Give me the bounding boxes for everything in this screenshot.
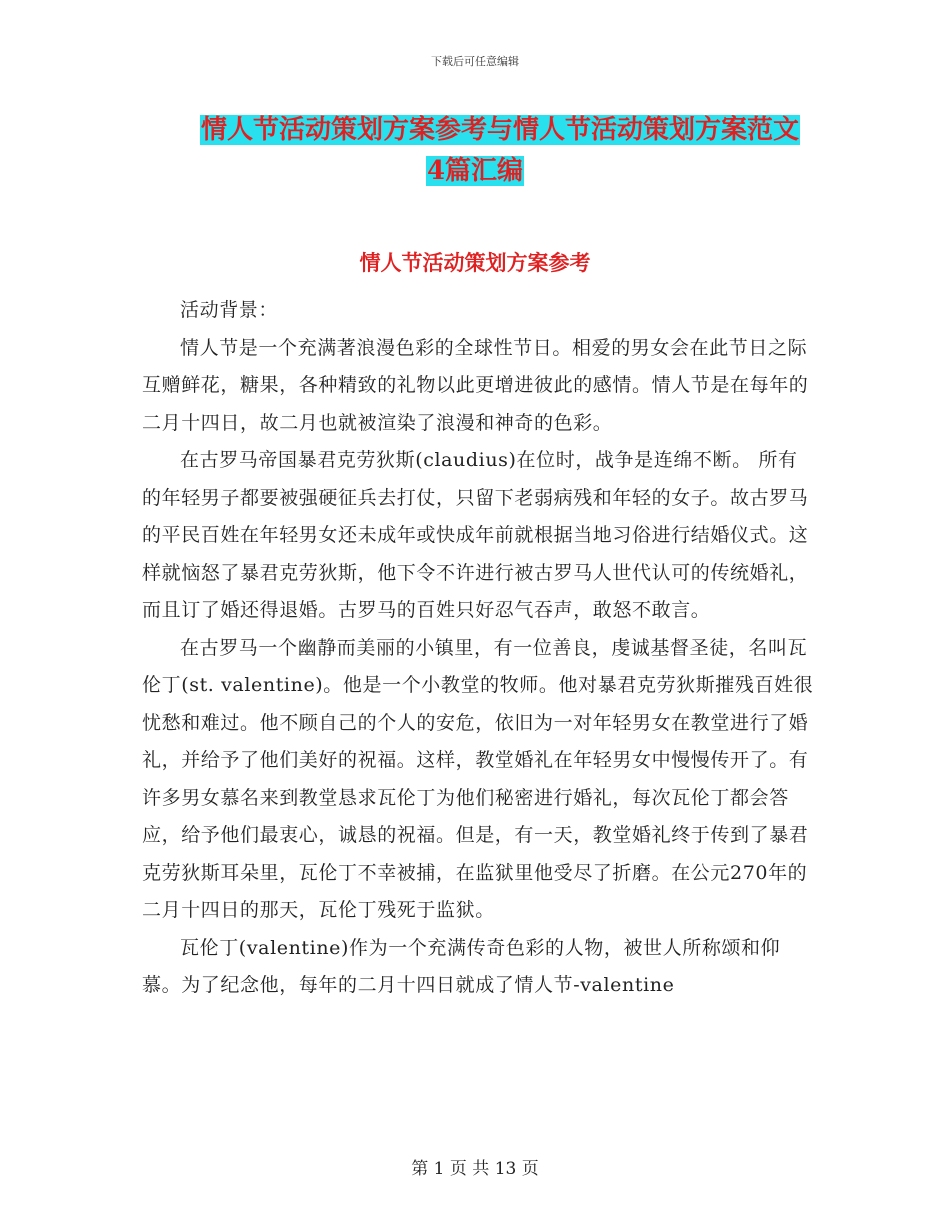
document-title <box>0 110 950 192</box>
section-title: 情人节活动策划方案参考 <box>359 250 591 275</box>
page-number-footer: 第 1 页 共 13 页 <box>411 1159 539 1179</box>
title-line-2: 4篇汇编 <box>426 156 524 186</box>
page-header-note: 下载后可任意编辑 <box>431 55 519 68</box>
paragraph: 在古罗马一个幽静而美丽的小镇里，有一位善良，虔诚基督圣徒，名叫瓦伦丁(st. valentine)。他是一个小教堂的牧师。他对暴君克劳狄斯摧残百姓很忧愁和难过。他不顾自己的个人的安危，依旧为一对年轻男女在教堂进行了婚礼，并给予了他们美好的祝福。这样，教堂婚礼在年轻男女中慢慢传开了。有许多男女慕名来到教堂恳求瓦伦丁为他们秘密进行婚礼，每次瓦伦丁都会答应，给予他们最衷心，诚恳的祝福。但是，有一天，教堂婚礼终于传到了暴君克劳狄斯耳朵里，瓦伦丁不幸被捕，在监狱里他受尽了折磨。在公元270年的二月十四日的那天，瓦伦丁残死于监狱。 <box>142 636 814 921</box>
paragraph: 情人节是一个充满著浪漫色彩的全球性节日。相爱的男女会在此节日之际互赠鲜花，糖果，各种精致的礼物以此更增进彼此的感情。情人节是在每年的二月十四日，故二月也就被渲染了浪漫和神奇的色彩。 <box>142 336 809 434</box>
paragraph: 瓦伦丁(valentine)作为一个充满传奇色彩的人物，被世人所称颂和仰慕。为了纪念他，每年的二月十四日就成了情人节-valentine <box>142 936 781 996</box>
paragraph: 在古罗马帝国暴君克劳狄斯(claudius)在位时，战争是连绵不断。 所有的年轻男子都要被强硬征兵去打仗，只留下老弱病残和年轻的女子。故古罗马的平民百姓在年轻男女还未成年或快成年前就根据当地习俗进行结婚仪式。这样就恼怒了暴君克劳狄斯，他下令不许进行被古罗马人世代认可的传统婚礼，而且订了婚还得退婚。古罗马的百姓只好忍气吞声，敢怒不敢言。 <box>142 449 809 621</box>
body-text <box>142 292 814 1005</box>
paragraph-background-label: 活动背景： <box>180 299 279 321</box>
title-line-1: 情人节活动策划方案参考与情人节活动策划方案范文 <box>200 115 799 145</box>
